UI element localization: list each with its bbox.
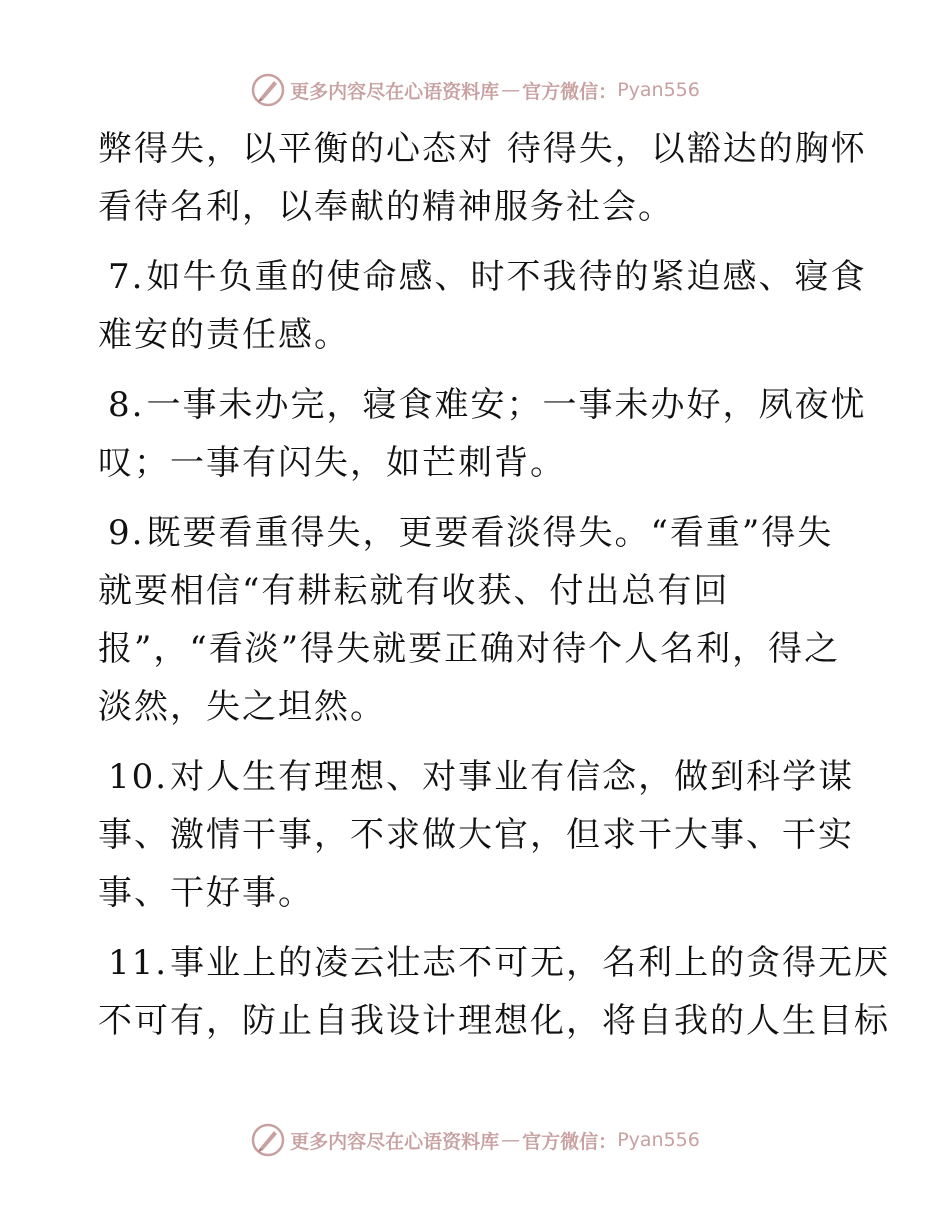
item-number: 8. [108,385,145,425]
text-line: 既要看重得失，更要看淡得失。“看重”得失 [146,513,834,553]
watermark-dash: — [501,79,521,101]
text-line: 事业上的凌云壮志不可无，名利上的贪得无厌 [170,943,891,983]
text-line: 对人生有理想、对事业有信念，做到科学谋 [170,757,855,797]
paragraph-item-8 [98,376,867,492]
watermark-handle: Pyan556 [617,79,700,101]
footer-watermark [0,1120,950,1160]
item-number: 11. [108,943,169,983]
watermark-handle: Pyan556 [617,1129,700,1151]
item-number: 9. [108,513,145,553]
text-line: 弊得失，以平衡的心态对 待得失，以豁达的胸怀 [98,129,867,169]
watermark-official-label: 官方微信： [522,1130,618,1153]
watermark-site-name: 更多内容尽在心语资料库 [290,80,500,103]
paragraph-item-9 [98,504,858,736]
quill-logo-icon [250,72,286,108]
item-number: 10. [108,757,169,797]
text-line: 如牛负重的使命感、时不我待的紧迫感、寝食 [146,257,867,297]
watermark-official-label: 官方微信： [522,80,618,103]
text-line: 淡然，失之坦然。 [98,687,386,727]
text-line: 一事未办完，寝食难安；一事未办好，夙夜忧 [146,385,867,425]
watermark-site-name: 更多内容尽在心语资料库 [290,1130,500,1153]
text-line: 事、干好事。 [98,873,314,913]
text-line: 事、激情干事，不求做大官，但求干大事、干实 [98,815,854,855]
text-line: 就要相信“有耕耘就有收获、付出总有回 [98,571,730,611]
paragraph-item-11 [98,934,891,1050]
header-watermark [0,70,950,110]
text-line: 看待名利，以奉献的精神服务社会。 [98,187,674,227]
item-number: 7. [108,257,145,297]
quill-logo-icon [250,1122,286,1158]
document-body [98,120,891,1062]
paragraph-item-10 [98,748,858,922]
paragraph-continuation [98,120,867,236]
paragraph-item-7 [98,248,867,364]
text-line: 报”，“看淡”得失就要正确对待个人名利，得之 [98,629,841,669]
text-line: 叹；一事有闪失，如芒刺背。 [98,443,566,483]
watermark-dash: — [501,1129,521,1151]
text-line: 不可有，防止自我设计理想化，将自我的人生目标 [98,1001,890,1041]
text-line: 难安的责任感。 [98,315,350,355]
